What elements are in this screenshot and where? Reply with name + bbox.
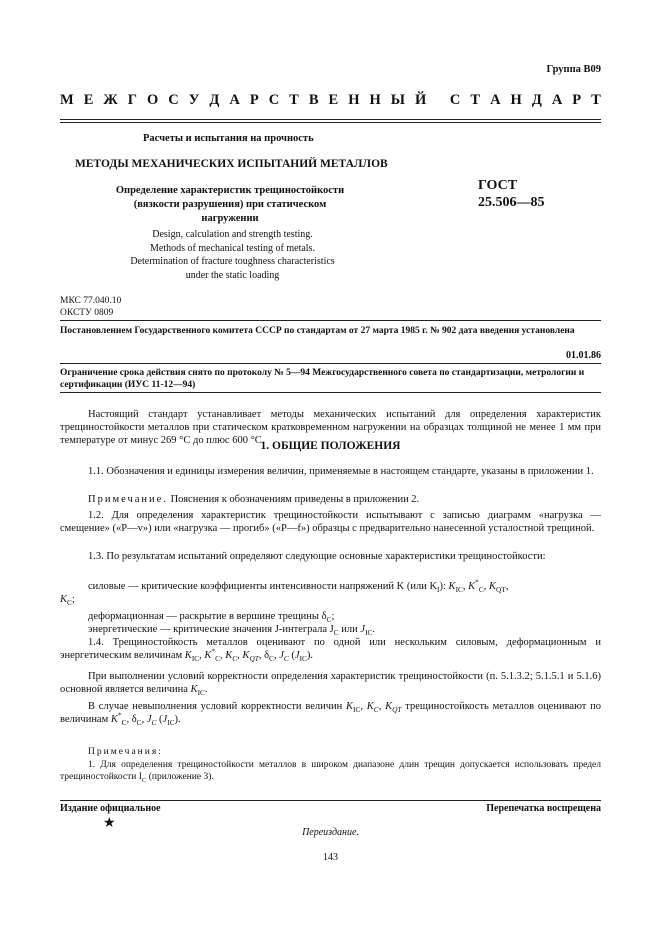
p14-text: 1.4. Трещиностойкость металлов оценивают по одной или нескольким силовым, деформационным и энергетическим величинам bbox=[60, 637, 601, 661]
energy-text: энергетические — критические значения J-интеграла J bbox=[88, 624, 334, 635]
english-title bbox=[110, 228, 355, 282]
reissue-note: Переиздание. bbox=[302, 827, 359, 838]
classification-codes bbox=[60, 295, 121, 319]
banner-letter: Н bbox=[348, 92, 360, 108]
subtitle-line: (вязкости разрушения) при статическом нагружении bbox=[133, 199, 327, 224]
banner-letter: С bbox=[449, 92, 461, 108]
series-title: Расчеты и испытания на прочность bbox=[143, 133, 314, 144]
note1-text: 1. Для определения трещиностойкости металлов в широком диапазоне длин трещин допускается использовать предел трещиностойкости I bbox=[60, 760, 601, 782]
p16-text: В случае невыполнения условий корректности величин bbox=[88, 701, 343, 712]
decree-text: Постановлением Государственного комитета СССР по стандартам от 27 марта 1985 г. № 902 дата введения установлена bbox=[60, 326, 575, 336]
banner-letter: А bbox=[490, 92, 501, 108]
deformation-characteristic: деформационная — раскрытие в вершине трещины $\delta_C$; bbox=[88, 611, 335, 625]
banner-letter: Н bbox=[369, 92, 381, 108]
english-line: Design, calculation and strength testing. bbox=[152, 229, 313, 240]
paragraph-incorrect: В случае невыполнения условий корректности величин $K_{IC}$, $K_C$, $K_{QT}$ трещиностойкость металлов оценивают по величинам $K^*_C$, $\delta_C$, $J_C$ $(J_{IC})$. bbox=[60, 701, 601, 728]
gost-label: ГОСТ bbox=[478, 178, 518, 193]
rule bbox=[60, 320, 601, 321]
english-line: Methods of mechanical testing of metals. bbox=[150, 242, 315, 254]
banner-letter: У bbox=[188, 92, 200, 108]
banner-letter: Д bbox=[531, 92, 542, 108]
document-subtitle bbox=[110, 184, 350, 226]
banner-letter: Ы bbox=[390, 92, 405, 108]
methods-title: МЕТОДЫ МЕХАНИЧЕСКИХ ИСПЫТАНИЙ МЕТАЛЛОВ bbox=[75, 158, 388, 170]
notes-label bbox=[60, 746, 601, 758]
official-edition: Издание официальное bbox=[60, 803, 161, 814]
subtitle-line: Определение характеристик трещиностойкости bbox=[115, 185, 345, 196]
banner-letter: Д bbox=[209, 92, 220, 108]
rule bbox=[60, 363, 601, 364]
p15-text: При выполнении условий корректности определения характеристик трещиностойкости (п. 5.1.3.2; 5.1.5.1 и 5.1.6) основной является величина bbox=[60, 671, 601, 695]
banner-letter: Г bbox=[127, 92, 137, 108]
banner-letter: Т bbox=[289, 92, 299, 108]
note1-end: (приложение 3). bbox=[148, 772, 214, 782]
star-icon: ★ bbox=[103, 816, 116, 831]
banner-letter: М bbox=[60, 92, 74, 108]
header-rule-thin bbox=[60, 122, 601, 123]
p16b-text: трещиностойкость металлов оценивают по величинам bbox=[60, 701, 601, 725]
deform-text: деформационная — раскрытие в вершине трещины δ bbox=[88, 611, 327, 622]
english-line: Determination of fracture toughness characteristics bbox=[130, 256, 335, 267]
note-label: Примечание. bbox=[88, 494, 168, 505]
intro-paragraph: Настоящий стандарт устанавливает методы механических испытаний для определения характеристик трещиностойкости металлов при статическом кратковременном нагружении на образцах толщиной не менее 1 мм при температуре от минус 269 °С до плюс 600 °С. bbox=[60, 409, 601, 446]
banner-letter: Е bbox=[328, 92, 339, 108]
banner-letter: Т bbox=[470, 92, 481, 108]
banner-letter: С bbox=[268, 92, 280, 108]
banner-letter: С bbox=[168, 92, 179, 108]
paragraph-1-4: 1.4. Трещиностойкость металлов оценивают по одной или нескольким силовым, деформационным и энергетическим величинам $K_{IC}$, $K^*_C$, $K_C$, $K_{QT}$, $\delta_C$, $J_C$ $(J_{IC})$. bbox=[60, 637, 601, 664]
banner-letter: Н bbox=[510, 92, 522, 108]
banner-letter: Р bbox=[249, 92, 259, 108]
limit-text: Ограничение срока действия снято по протоколу № 5—94 Межгосударственного совета по стандартизации, метрологии и сертификации (ИУС 11-12—94) bbox=[60, 368, 585, 390]
section-title: 1. ОБЩИЕ ПОЛОЖЕНИЯ bbox=[260, 440, 401, 452]
group-code: Группа В09 bbox=[546, 64, 601, 75]
gost-code: 25.506—85 bbox=[478, 195, 545, 210]
note-paragraph bbox=[60, 493, 601, 506]
banner-letter: О bbox=[146, 92, 159, 108]
page-number: 143 bbox=[323, 852, 338, 863]
force-text: силовые — критические коэффициенты интенсивности напряжений K (или K bbox=[88, 581, 438, 592]
force-characteristics: силовые — критические коэффициенты интенсивности напряжений K (или $K_I$): $K_{IC}$, $K^*_C$, $K_{QT}$, $K_C$; bbox=[60, 577, 509, 608]
rule bbox=[60, 392, 601, 393]
banner-letter: Ж bbox=[103, 92, 118, 108]
okstu-code: ОКСТУ 0809 bbox=[60, 308, 114, 318]
banner-letter: А bbox=[229, 92, 240, 108]
banner-letter: Й bbox=[415, 92, 427, 108]
footer-rule bbox=[60, 800, 601, 801]
gost-number bbox=[478, 177, 568, 211]
banner-letter: Р bbox=[572, 92, 582, 108]
banner-letter: А bbox=[551, 92, 563, 108]
english-line: under the static loading bbox=[185, 269, 280, 281]
notes-label-text: Примечания: bbox=[88, 747, 163, 757]
note-text: Пояснения к обозначениям приведены в приложении 2. bbox=[170, 494, 420, 505]
banner-letter: Е bbox=[83, 92, 94, 108]
banner-letter: Т bbox=[591, 92, 601, 108]
note-1: 1. Для определения трещиностойкости металлов в широком диапазоне длин трещин допускается использовать предел трещиностойкости $I_C$ (приложение 3). bbox=[60, 760, 601, 784]
paragraph-correctness: При выполнении условий корректности определения характеристик трещиностойкости (п. 5.1.3.2; 5.1.5.1 и 5.1.6) основной является величина $K_{IC}$. bbox=[60, 671, 601, 698]
paragraph-1-2: 1.2. Для определения характеристик трещиностойкости испытывают с записью диаграмм «нагрузка — смещение» («P—v») или «нагрузка — прогиб» («P—f») образцы с предварительно нанесенной усталостной трещиной. bbox=[60, 510, 601, 534]
paragraph-1-3: 1.3. По результатам испытаний определяют следующие основные характеристики трещиностойкости: bbox=[88, 551, 546, 562]
introduction-date: 01.01.86 bbox=[566, 350, 601, 361]
standard-banner bbox=[60, 92, 601, 109]
mks-code: МКС 77.040.10 bbox=[60, 296, 122, 306]
header-rule bbox=[60, 119, 601, 120]
banner-letter bbox=[436, 92, 440, 109]
paragraph-1-1: 1.1. Обозначения и единицы измерения величин, применяемые в настоящем стандарте, указаны в приложении 1. bbox=[88, 466, 594, 477]
energy-characteristics: энергетические — критические значения J-интеграла $J_C$ или $J_{IC}$. bbox=[88, 624, 376, 638]
reprint-prohibited: Перепечатка воспрещена bbox=[486, 803, 601, 814]
banner-letter: В bbox=[308, 92, 319, 108]
